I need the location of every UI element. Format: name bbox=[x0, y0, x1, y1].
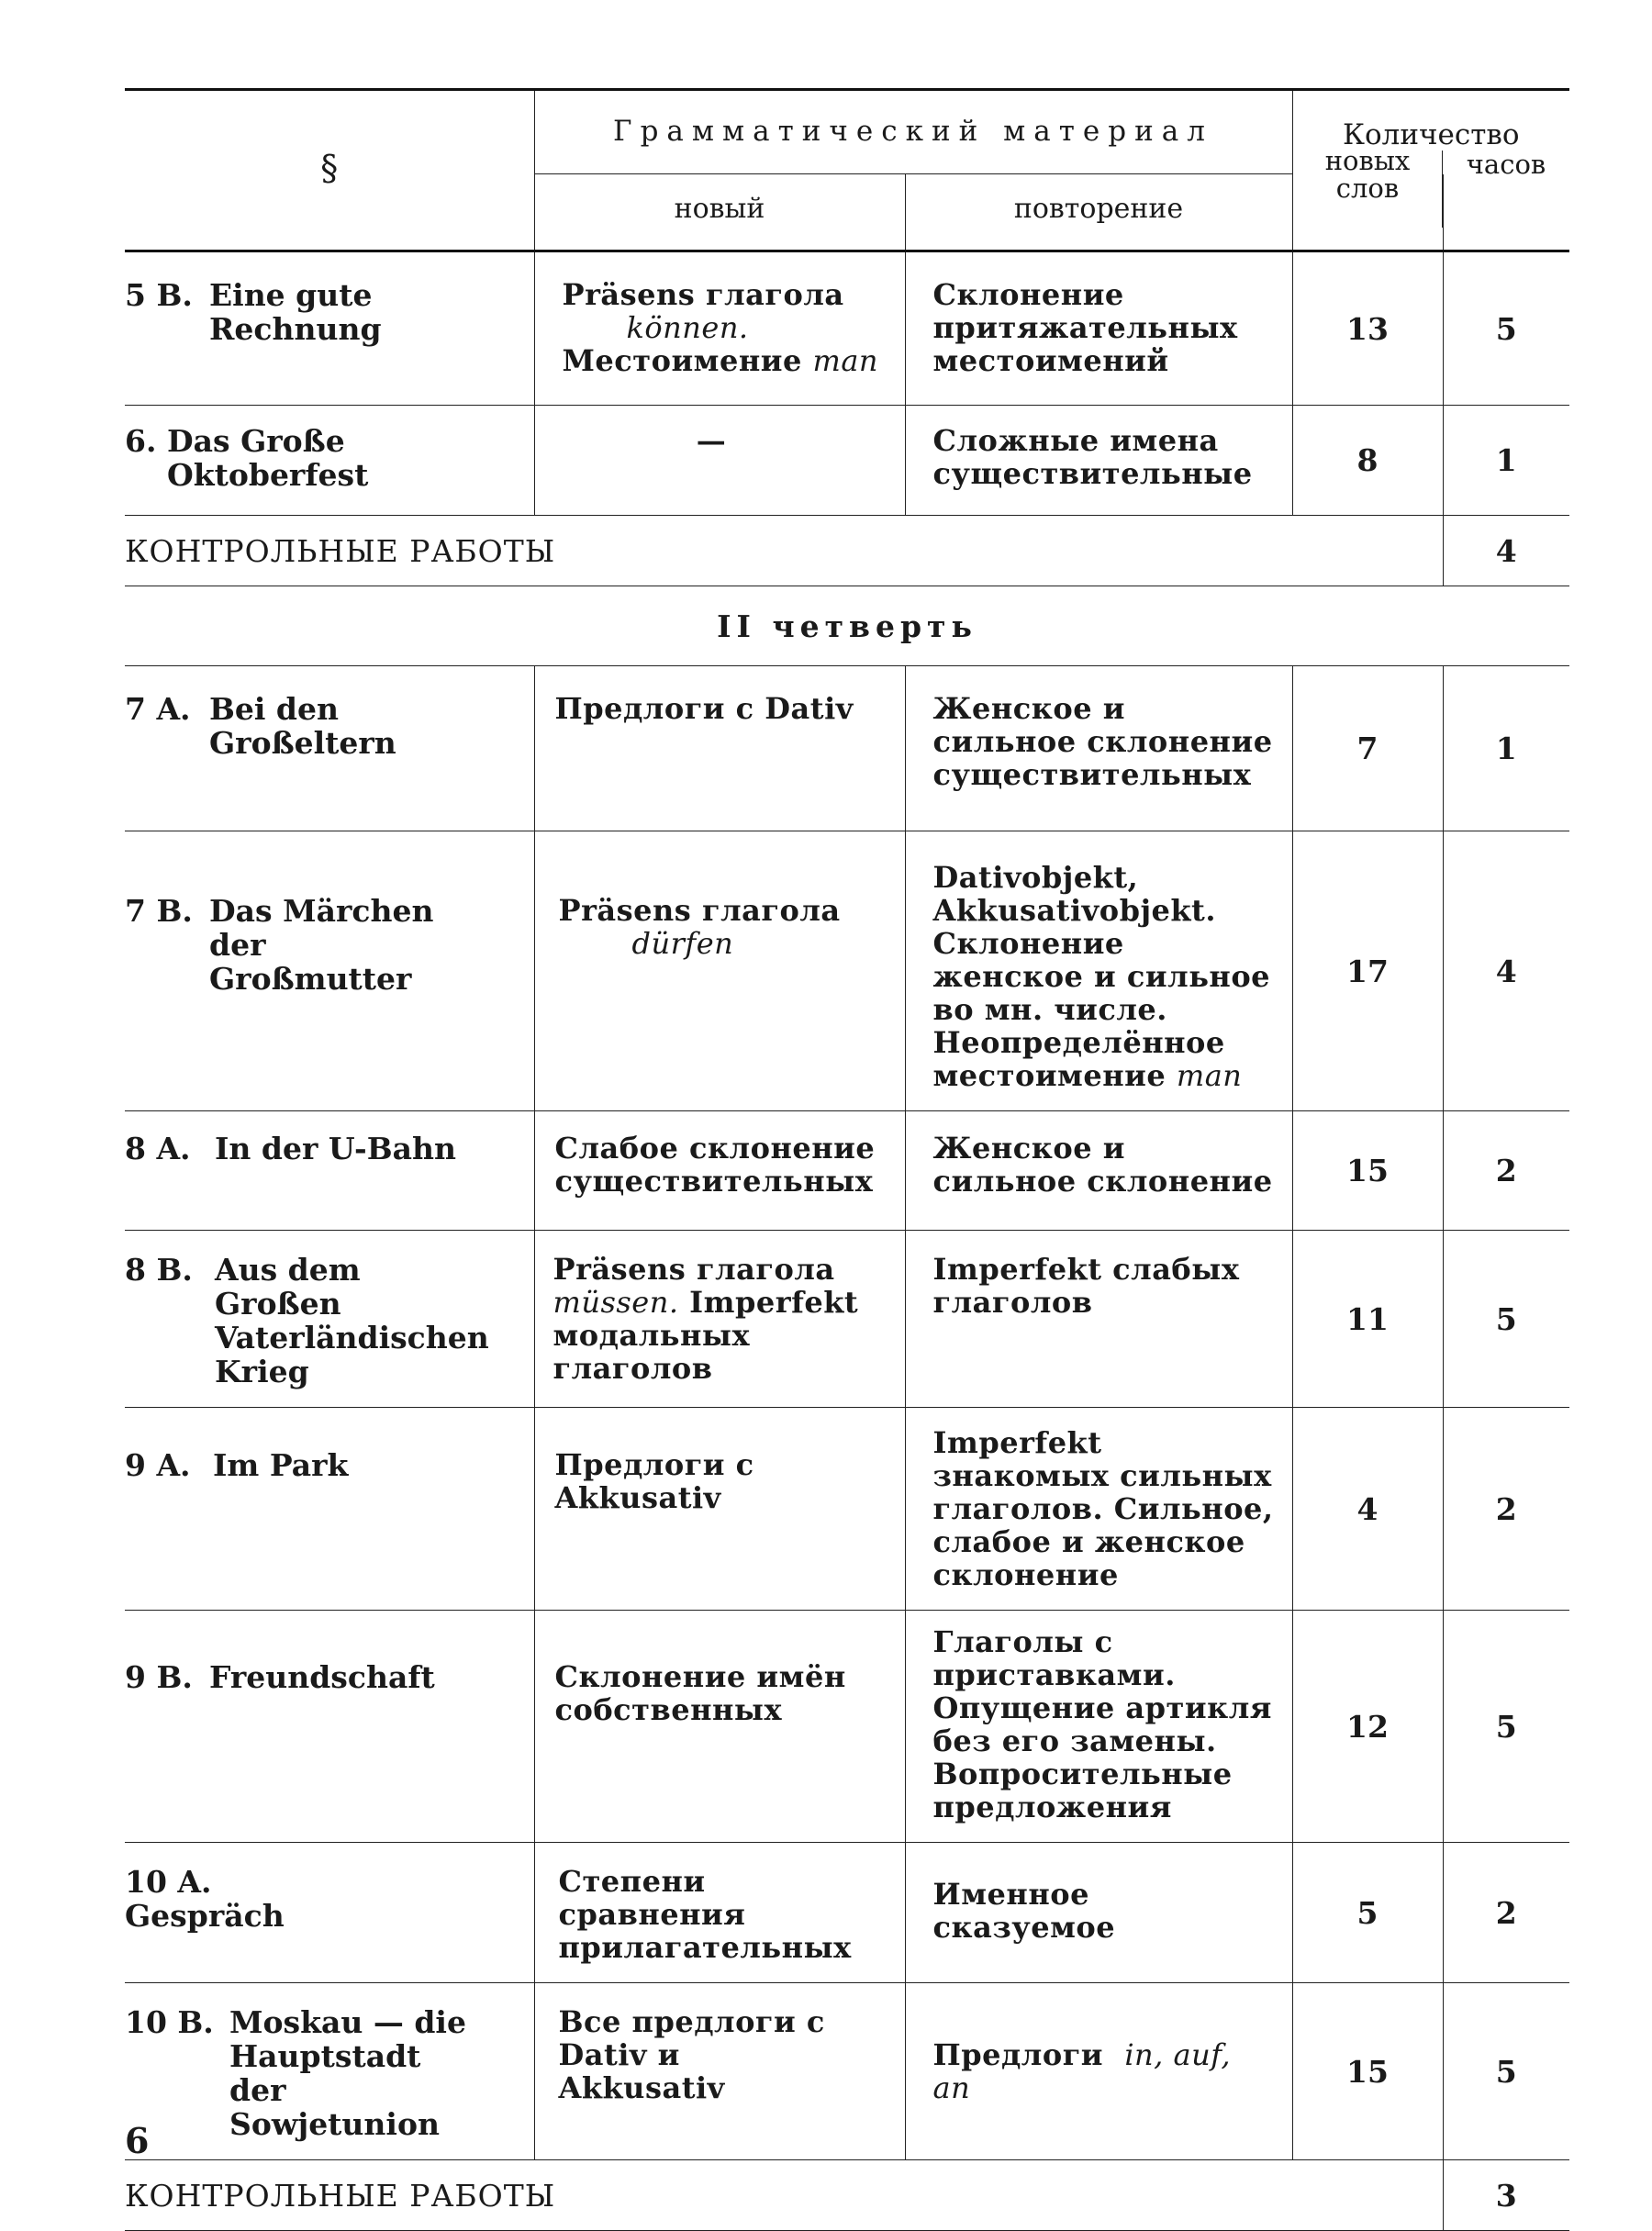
table-row bbox=[125, 666, 1569, 831]
lesson-cell: 10 A.Gespräch bbox=[125, 1864, 285, 1934]
repetition-cell: Склонение притяжательных местоимений bbox=[905, 251, 1292, 406]
hours-count: 5 bbox=[1443, 1611, 1569, 1843]
table-row bbox=[125, 1408, 1569, 1611]
new-words-count: 5 bbox=[1292, 1843, 1443, 1983]
control-works-row bbox=[125, 2160, 1569, 2231]
lesson-cell: 9 A. Im Park bbox=[125, 1447, 349, 1483]
new-grammar-cell: Präsens глагола dürfen bbox=[534, 831, 905, 1111]
control-works-label: КОНТРОЛЬНЫЕ РАБОТЫ bbox=[125, 532, 556, 569]
table-row bbox=[125, 1843, 1569, 1983]
quantity-header: Количество bbox=[1292, 90, 1569, 174]
quarter-row bbox=[125, 586, 1569, 666]
table-row bbox=[125, 831, 1569, 1111]
hours-count: 5 bbox=[1443, 1983, 1569, 2160]
new-grammar-cell: Склонение имён собственных bbox=[534, 1611, 905, 1843]
hours-count: 5 bbox=[1443, 1231, 1569, 1408]
control-works-label: КОНТРОЛЬНЫЕ РАБОТЫ bbox=[125, 2177, 556, 2214]
repetition-header: повторение bbox=[905, 174, 1292, 251]
table-row bbox=[125, 251, 1569, 406]
quarter-title: II четверть bbox=[717, 608, 977, 644]
hours-count: 2 bbox=[1443, 1843, 1569, 1983]
new-grammar-cell: Все предлоги с Dativ и Akkusativ bbox=[534, 1983, 905, 2160]
lesson-cell: 8 A. In der U-Bahn bbox=[125, 1131, 457, 1166]
repetition-cell: Сложные имена существительные bbox=[905, 406, 1292, 516]
lesson-cell: 10 B. Moskau — die Hauptstadt der Sowjetunion bbox=[125, 2004, 466, 2142]
new-grammar-cell: Слабое склонение существительных bbox=[534, 1111, 905, 1231]
grammar-material-header: Грамматический материал bbox=[534, 90, 1292, 174]
repetition-cell: Предлоги in, auf, an bbox=[905, 1983, 1292, 2160]
hours-count: 2 bbox=[1443, 1408, 1569, 1611]
hours-count: 4 bbox=[1443, 831, 1569, 1111]
new-grammar-cell: Präsens глагола müssen. Imperfekt модальных глаголов bbox=[534, 1231, 905, 1408]
new-grammar-cell: Степени сравнения прилагательных bbox=[534, 1843, 905, 1983]
new-words-count: 13 bbox=[1292, 251, 1443, 406]
lesson-cell: 8 B. Aus dem Großen Vaterländischen Krieg bbox=[125, 1252, 489, 1389]
new-words-count: 4 bbox=[1292, 1408, 1443, 1611]
new-words-count: 11 bbox=[1292, 1231, 1443, 1408]
table-row bbox=[125, 1111, 1569, 1231]
hours-count: 2 bbox=[1443, 1111, 1569, 1231]
lesson-cell: 6. Das Große Oktoberfest bbox=[125, 423, 369, 493]
hours-count: 1 bbox=[1443, 406, 1569, 516]
repetition-cell: Женское и сильное склонение существительных bbox=[905, 666, 1292, 831]
new-grammar-cell: — bbox=[534, 406, 905, 516]
control-works-hours: 3 bbox=[1443, 2160, 1569, 2231]
table-row bbox=[125, 1231, 1569, 1408]
table-row bbox=[125, 406, 1569, 516]
new-words-count: 8 bbox=[1292, 406, 1443, 516]
repetition-cell: Dativobjekt, Akkusativobjekt. Склонение женское и сильное во мн. числе. Неопределённое местоимение man bbox=[905, 831, 1292, 1111]
repetition-cell: Глаголы с приставками. Опущение артикля без его замены. Вопросительные предложения bbox=[905, 1611, 1292, 1843]
repetition-cell: Imperfekt слабых глаголов bbox=[905, 1231, 1292, 1408]
hours-count: 1 bbox=[1443, 666, 1569, 831]
control-works-row bbox=[125, 516, 1569, 586]
new-words-header: новых слов bbox=[1292, 174, 1443, 251]
control-works-hours: 4 bbox=[1443, 516, 1569, 586]
new-words-count: 12 bbox=[1292, 1611, 1443, 1843]
table-row bbox=[125, 1983, 1569, 2160]
curriculum-table bbox=[125, 88, 1569, 2231]
new-words-count: 15 bbox=[1292, 1983, 1443, 2160]
new-grammar-cell: Предлоги с Dativ bbox=[534, 666, 905, 831]
page-number: 6 bbox=[125, 2120, 150, 2161]
repetition-cell: Imperfekt знакомых сильных глаголов. Сильное, слабое и женское склонение bbox=[905, 1408, 1292, 1611]
new-grammar-cell: Предлоги с Akkusativ bbox=[534, 1408, 905, 1611]
lesson-cell: 7 B. Das Märchen der Großmutter bbox=[125, 893, 434, 997]
table-row bbox=[125, 1611, 1569, 1843]
hours-header: часов bbox=[1443, 174, 1569, 251]
new-header: новый bbox=[534, 174, 905, 251]
paragraph-header: § bbox=[125, 90, 534, 251]
lesson-cell: 7 A. Bei den Großeltern bbox=[125, 691, 396, 761]
repetition-cell: Именное сказуемое bbox=[905, 1843, 1292, 1983]
lesson-cell: 5 B. Eine gute Rechnung bbox=[125, 277, 382, 347]
new-words-count: 7 bbox=[1292, 666, 1443, 831]
new-words-count: 17 bbox=[1292, 831, 1443, 1111]
curriculum-page bbox=[125, 88, 1569, 2231]
repetition-cell: Женское и сильное склонение bbox=[905, 1111, 1292, 1231]
hours-count: 5 bbox=[1443, 251, 1569, 406]
lesson-cell: 9 B. Freundschaft bbox=[125, 1659, 435, 1695]
new-grammar-cell: Präsens глагола können. Местоимение man bbox=[534, 251, 905, 406]
new-words-count: 15 bbox=[1292, 1111, 1443, 1231]
